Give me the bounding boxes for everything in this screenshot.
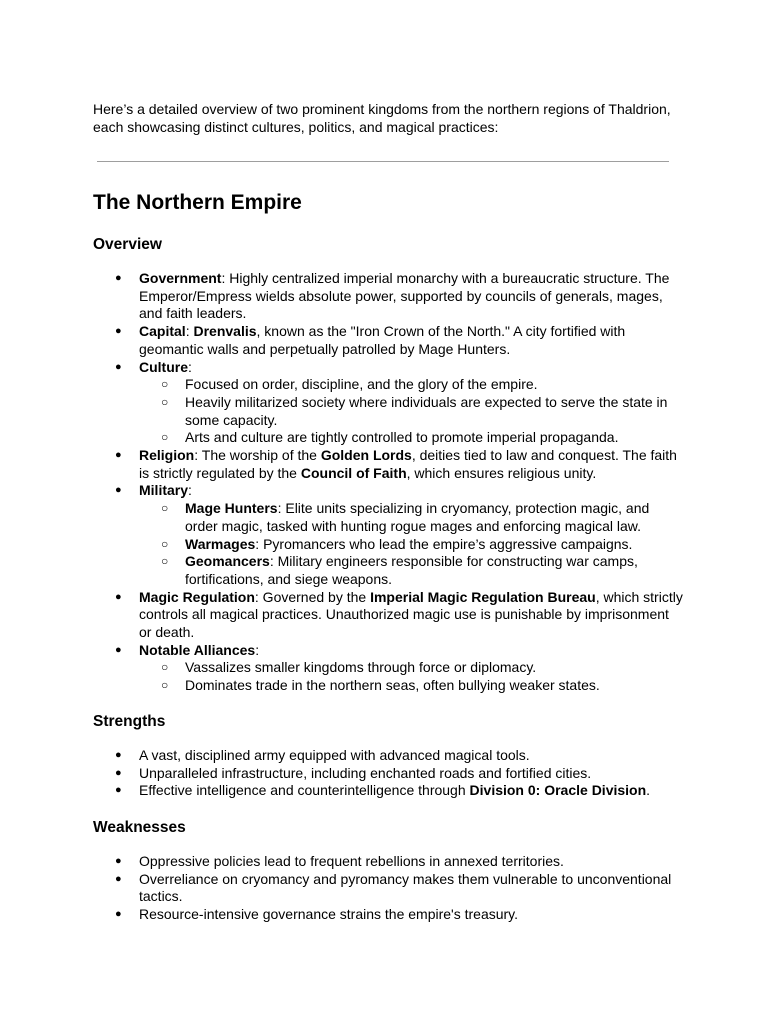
- list-item-religion: [93, 447, 683, 482]
- list-item-magic-regulation: [93, 589, 683, 642]
- strength-item: ● A vast, disciplined army equipped with advanced magical tools.: [93, 747, 683, 765]
- overview-heading: Overview: [93, 236, 162, 253]
- religion-label: Religion: [139, 447, 195, 464]
- government-label: Government: [139, 270, 222, 286]
- alliances-sep: :: [255, 641, 260, 658]
- list-item-capital: [93, 323, 683, 358]
- military-sep: :: [188, 482, 192, 499]
- regulation-bureau: Imperial Magic Regulation Bureau: [370, 588, 596, 605]
- magic-text: : Governed by the: [254, 588, 371, 605]
- capital-sep: :: [185, 323, 194, 340]
- religion-text: , deities tied to law and conquest. The faith is strictly regulated by the: [139, 447, 677, 481]
- strength-item: [93, 782, 683, 800]
- alliance-item: ○ Dominates trade in the northern seas, often bullying weaker states.: [139, 677, 683, 695]
- overview-list: [93, 270, 683, 695]
- warmages-text: : Pyromancers who lead the empire’s aggressive campaigns.: [255, 535, 633, 552]
- golden-lords: Golden Lords: [320, 447, 412, 464]
- weaknesses-list: [93, 853, 683, 924]
- weakness-item: ● Oppressive policies lead to frequent rebellions in annexed territories.: [93, 853, 683, 871]
- culture-sublist: [139, 376, 683, 447]
- military-item: [139, 536, 683, 554]
- geomancers-text: : Military engineers responsible for constructing war camps, fortifications, and siege weapons.: [185, 553, 638, 587]
- list-item-culture: [93, 359, 683, 448]
- culture-item: ○ Arts and culture are tightly controlled to promote imperial propaganda.: [139, 429, 683, 447]
- culture-sep: :: [188, 358, 192, 375]
- mage-hunters-label: Mage Hunters: [185, 500, 278, 517]
- strength-text-end: .: [646, 782, 651, 799]
- government-text: : Highly centralized imperial monarchy with a bureaucratic structure. The Emperor/Empress wields absolute power, supported by councils of generals, mages, and faith leaders.: [139, 270, 670, 322]
- list-item-government: [93, 270, 683, 323]
- military-item: [139, 500, 683, 535]
- strength-item: ● Unparalleled infrastructure, including enchanted roads and fortified cities.: [93, 765, 683, 783]
- magic-regulation-label: Magic Regulation: [139, 588, 255, 605]
- culture-item: ○ Heavily militarized society where individuals are expected to serve the state in some capacity.: [139, 394, 683, 429]
- weakness-item: ● Resource-intensive governance strains the empire's treasury.: [93, 906, 683, 924]
- strengths-list: [93, 747, 683, 800]
- weaknesses-heading: Weaknesses: [93, 819, 186, 836]
- capital-text: , known as the "Iron Crown of the North." A city fortified with geomantic walls and perpetually patrolled by Mage Hunters.: [139, 323, 626, 357]
- military-item: [139, 553, 683, 588]
- list-item-alliances: [93, 642, 683, 695]
- horizontal-rule: [97, 161, 669, 162]
- culture-item: ○ Focused on order, discipline, and the glory of the empire.: [139, 376, 683, 394]
- capital-label: Capital: [139, 323, 186, 340]
- warmages-label: Warmages: [185, 535, 256, 552]
- capital-name: Drenvalis: [193, 323, 257, 340]
- religion-text: : The worship of the: [194, 447, 321, 464]
- military-sublist: [139, 500, 683, 589]
- strengths-heading: Strengths: [93, 713, 166, 730]
- alliances-sublist: [139, 659, 683, 694]
- mage-hunters-text: : Elite units specializing in cryomancy, protection magic, and order magic, tasked with hunting rogue mages and enforcing magical law.: [185, 500, 650, 534]
- strength-text: Effective intelligence and counterintelligence through: [139, 782, 470, 799]
- alliances-label: Notable Alliances: [139, 641, 256, 658]
- magic-text: , which strictly controls all magical practices. Unauthorized magic use is punishable by imprisonment or death.: [139, 588, 683, 641]
- weakness-item: ● Overreliance on cryomancy and pyromancy makes them vulnerable to unconventional tactics.: [93, 871, 683, 906]
- oracle-division: Division 0: Oracle Division: [469, 782, 647, 799]
- council-of-faith: Council of Faith: [300, 464, 407, 481]
- religion-text: , which ensures religious unity.: [406, 464, 597, 481]
- military-label: Military: [139, 482, 189, 499]
- culture-label: Culture: [139, 358, 188, 375]
- geomancers-label: Geomancers: [185, 553, 270, 570]
- intro-paragraph: Here’s a detailed overview of two prominent kingdoms from the northern regions of Thaldrion, each showcasing distinct cultures, politics, and magical practices:: [93, 101, 671, 135]
- alliance-item: ○ Vassalizes smaller kingdoms through force or diplomacy.: [139, 659, 683, 677]
- page-title: The Northern Empire: [93, 191, 302, 214]
- list-item-military: [93, 482, 683, 588]
